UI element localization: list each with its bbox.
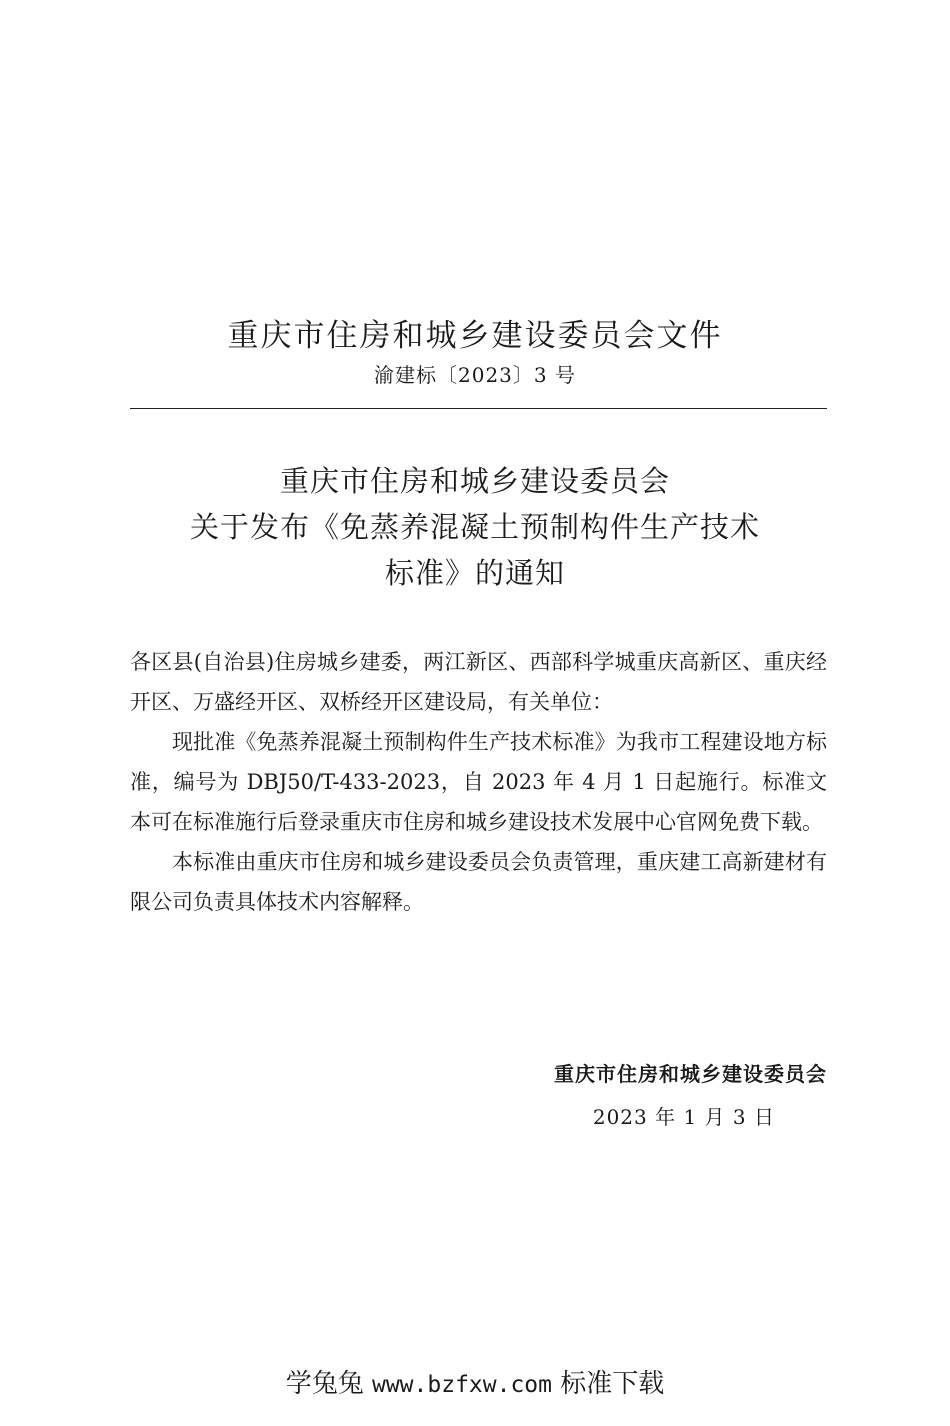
header-divider <box>130 408 827 409</box>
addressee: 各区县(自治县)住房城乡建委，两江新区、西部科学城重庆高新区、重庆经开区、万盛经开区、双桥经开区建设局，有关单位： <box>130 650 827 714</box>
document-number: 渝建标〔2023〕3 号 <box>374 363 576 387</box>
notice-body <box>130 642 827 922</box>
title-line-3: 标准》的通知 <box>384 556 565 590</box>
footer-tagline: 标准下载 <box>560 1369 665 1399</box>
footer-watermark <box>0 1363 950 1400</box>
title-line-1: 重庆市住房和城乡建设委员会 <box>279 464 670 498</box>
body-paragraph-1: 现批准《免蒸养混凝土预制构件生产技术标准》为我市工程建设地方标准，编号为 DBJ50/T-433-2023，自 2023 年 4 月 1 日起施行。标准文本可在标准施行后登录重庆市住房和城乡建设技术发展中心官网免费下载。 <box>130 730 827 834</box>
body-paragraph-2: 本标准由重庆市住房和城乡建设委员会负责管理，重庆建工高新建材有限公司负责具体技术内容解释。 <box>130 850 827 914</box>
notice-title <box>0 458 950 596</box>
signature-date: 2023 年 1 月 3 日 <box>592 1105 775 1129</box>
signer-name: 重庆市住房和城乡建设委员会 <box>554 1062 827 1086</box>
footer-site-name: 学兔兔 <box>285 1369 364 1399</box>
issuer-heading: 重庆市住房和城乡建设委员会文件 <box>227 318 723 354</box>
title-line-2: 关于发布《免蒸养混凝土预制构件生产技术 <box>189 510 760 544</box>
footer-url[interactable]: www.bzfxw.com <box>371 1372 552 1398</box>
